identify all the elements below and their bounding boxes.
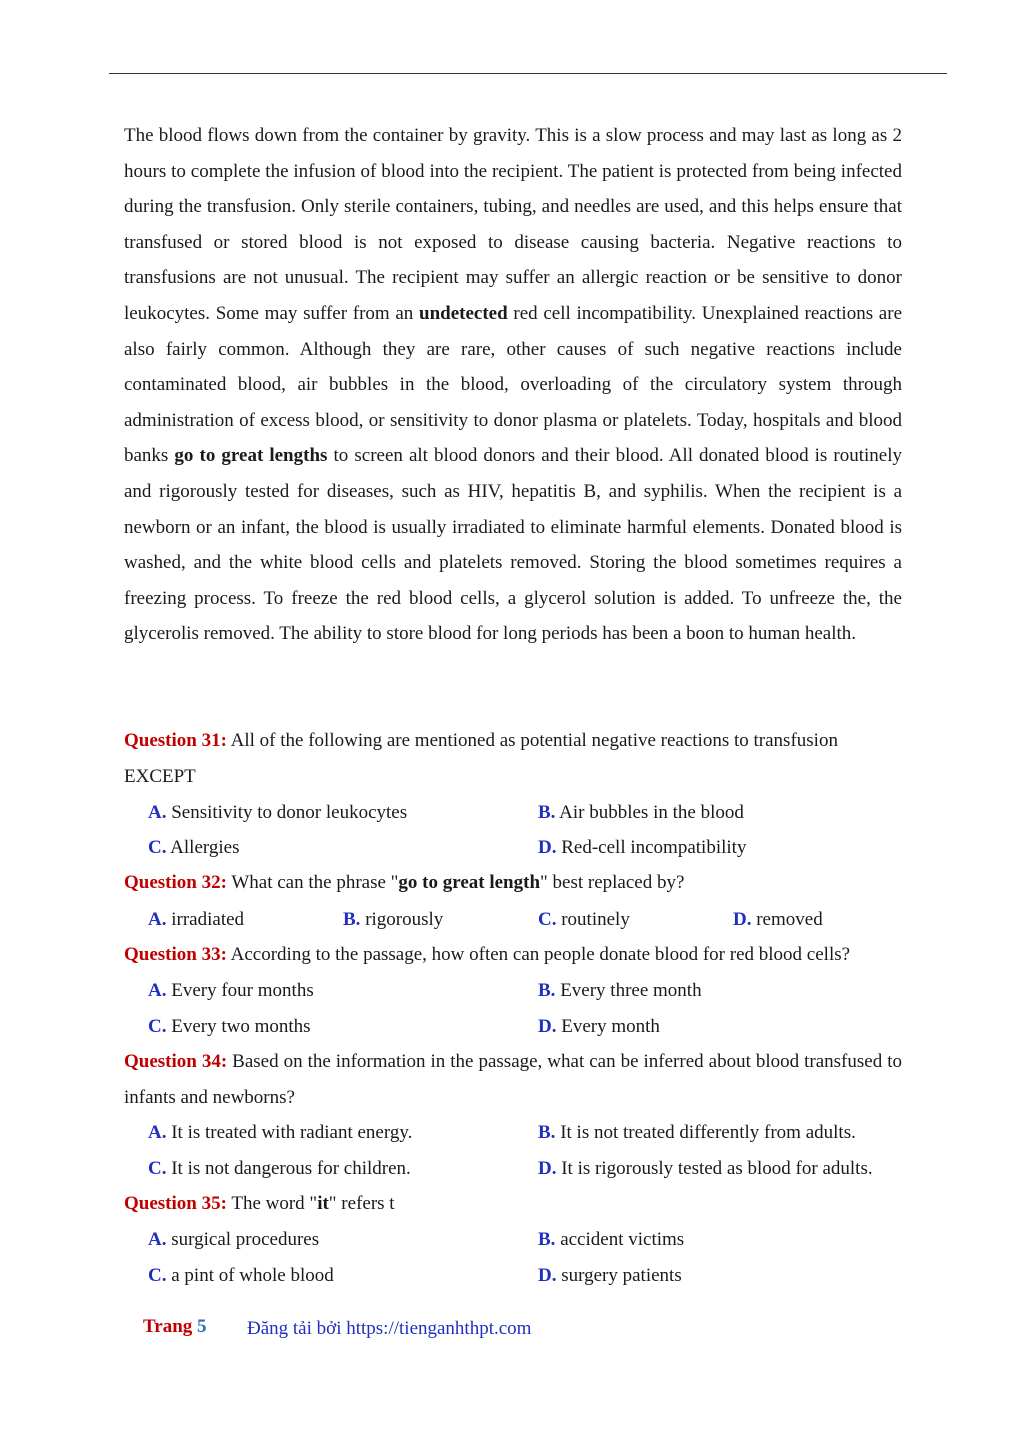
- option-text: removed: [751, 909, 823, 930]
- q33-option-d[interactable]: [538, 1014, 660, 1040]
- question-text: What can the phrase ": [226, 872, 399, 893]
- question-text: " best replaced by?: [540, 872, 685, 893]
- question-31: [124, 723, 914, 794]
- q31-option-b[interactable]: [538, 800, 744, 826]
- option-text: Every two months: [166, 1016, 311, 1037]
- question-32: [124, 865, 914, 901]
- question-bold-word: it: [317, 1193, 329, 1214]
- option-letter: A.: [148, 1122, 167, 1143]
- option-letter: C.: [148, 1158, 167, 1179]
- question-35: [124, 1186, 914, 1222]
- q32-option-a[interactable]: [148, 907, 244, 933]
- option-text: routinely: [556, 909, 630, 930]
- option-letter: A.: [148, 909, 167, 930]
- option-text: Air bubbles in the blood: [555, 802, 744, 823]
- question-label: Question 33:: [124, 944, 227, 965]
- option-letter: D.: [538, 837, 557, 858]
- question-text: Based on the information in the passage, what can be inferred about blood transfused to infants and newborns?: [124, 1051, 902, 1108]
- q31-option-d[interactable]: [538, 835, 746, 861]
- option-letter: D.: [538, 1265, 557, 1286]
- reading-passage: [124, 118, 902, 652]
- q33-option-a[interactable]: [148, 978, 314, 1004]
- passage-text: to screen alt blood donors and their blood. All donated blood is routinely and rigorously tested for diseases, such as HIV, hepatitis B, and syphilis. When the recipient is a newborn or an infant, the blood is usually irradiated to eliminate harmful elements. Donated blood is washed, and the white blood cells and platelets removed. Storing the blood sometimes requires a freezing process. To freeze the red blood cells, a glycerol solution is added. To unfreeze the, the glycerolis removed. The ability to store blood for long periods has been a boon to human health.: [124, 445, 903, 645]
- question-label: Question 32:: [124, 872, 227, 893]
- option-text: irradiated: [166, 909, 245, 930]
- question-text: The word ": [226, 1193, 318, 1214]
- option-letter: C.: [148, 1265, 167, 1286]
- option-letter: C.: [148, 1016, 167, 1037]
- q35-option-d[interactable]: [538, 1263, 682, 1289]
- passage-text: The blood flows down from the container by gravity. This is a slow process and may last as long as 2 hours to complete the infusion of blood into the recipient. The patient is protected from being infected during the transfusion. Only sterile containers, tubing, and needles are used, and this helps ensure that transfused or stored blood is not exposed to disease causing bacteria. Negative reactions to transfusions are not unusual. The recipient may suffer an allergic reaction or be sensitive to donor leukocytes. Some may suffer from an: [124, 125, 902, 324]
- option-letter: B.: [538, 1229, 556, 1250]
- q33-option-c[interactable]: [148, 1014, 311, 1040]
- question-text: According to the passage, how often can people donate blood for red blood cells?: [226, 944, 851, 965]
- page-number-value: 5: [197, 1316, 207, 1337]
- option-letter: A.: [148, 802, 167, 823]
- question-label: Question 34:: [124, 1051, 228, 1072]
- upload-credit-link[interactable]: Đăng tải bởi https://tienganhthpt.com: [247, 1318, 532, 1339]
- option-letter: D.: [538, 1158, 557, 1179]
- option-text: Red-cell incompatibility: [556, 837, 747, 858]
- question-bold-phrase: go to great length: [398, 872, 541, 893]
- passage-bold-undetected: undetected: [419, 302, 508, 324]
- option-letter: B.: [538, 802, 556, 823]
- option-text: It is not dangerous for children.: [166, 1158, 411, 1179]
- q32-option-b[interactable]: [343, 907, 443, 933]
- option-letter: B.: [538, 980, 556, 1001]
- q34-option-d[interactable]: [538, 1156, 873, 1182]
- question-text: " refers t: [328, 1193, 395, 1214]
- option-text: Allergies: [166, 837, 240, 858]
- option-text: surgical procedures: [166, 1229, 320, 1250]
- q32-option-c[interactable]: [538, 907, 630, 933]
- option-text: surgery patients: [556, 1265, 682, 1286]
- option-text: Every month: [556, 1016, 660, 1037]
- option-letter: B.: [343, 909, 361, 930]
- option-letter: C.: [538, 909, 557, 930]
- q35-option-a[interactable]: [148, 1227, 319, 1253]
- header-rule: [109, 73, 947, 74]
- option-text: Every four months: [166, 980, 314, 1001]
- passage-bold-go-to-great-lengths: go to great lengths: [174, 445, 328, 467]
- q33-option-b[interactable]: [538, 978, 702, 1004]
- option-text: a pint of whole blood: [166, 1265, 334, 1286]
- passage-text: red cell incompatibility. Unexplained reactions are also fairly common. Although they are rare, other causes of such negative reactions include contaminated blood, air bubbles in the blood, overloading of the circulatory system through administration of excess blood, or sensitivity to donor plasma or platelets. Today, hospitals and blood banks: [124, 302, 902, 467]
- question-label: Question 31:: [124, 730, 227, 751]
- option-text: It is not treated differently from adults.: [555, 1122, 856, 1143]
- q35-option-c[interactable]: [148, 1263, 334, 1289]
- option-letter: C.: [148, 837, 167, 858]
- option-letter: B.: [538, 1122, 556, 1143]
- page-number: [143, 1316, 207, 1338]
- option-letter: D.: [733, 909, 752, 930]
- question-34: [124, 1044, 902, 1115]
- q32-option-d[interactable]: [733, 907, 823, 933]
- q31-option-c[interactable]: [148, 835, 240, 861]
- option-text: rigorously: [360, 909, 444, 930]
- q35-option-b[interactable]: [538, 1227, 684, 1253]
- option-letter: A.: [148, 980, 167, 1001]
- q34-option-a[interactable]: [148, 1120, 412, 1146]
- q34-option-b[interactable]: [538, 1120, 856, 1146]
- q34-option-c[interactable]: [148, 1156, 411, 1182]
- q31-option-a[interactable]: [148, 800, 407, 826]
- option-letter: D.: [538, 1016, 557, 1037]
- option-text: It is treated with radiant energy.: [166, 1122, 413, 1143]
- question-label: Question 35:: [124, 1193, 227, 1214]
- question-33: [124, 937, 914, 973]
- option-letter: A.: [148, 1229, 167, 1250]
- page-label: Trang: [143, 1316, 193, 1337]
- option-text: Every three month: [555, 980, 702, 1001]
- question-text: All of the following are mentioned as potential negative reactions to transfusion EXCEPT: [124, 730, 838, 787]
- option-text: It is rigorously tested as blood for adults.: [556, 1158, 873, 1179]
- option-text: Sensitivity to donor leukocytes: [166, 802, 408, 823]
- option-text: accident victims: [555, 1229, 685, 1250]
